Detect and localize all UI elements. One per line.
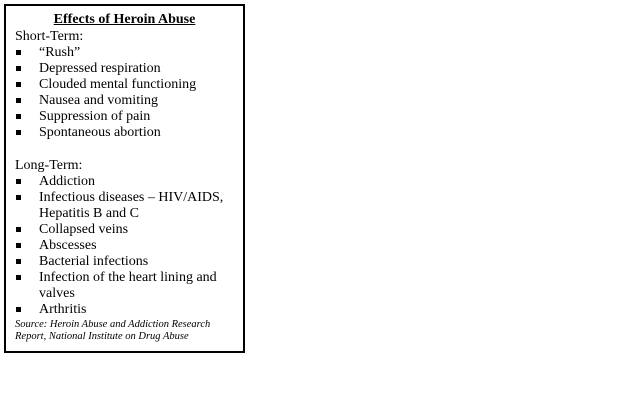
list-item [6,174,229,190]
bullet-icon [16,259,21,264]
list-item [6,45,229,61]
list-item [6,109,229,125]
list-item-text: Clouded mental functioning [39,77,197,92]
list-item [6,238,229,254]
card-title: Effects of Heroin Abuse [53,12,196,27]
list-item [6,61,229,77]
bullet-icon [16,98,21,103]
bullet-icon [16,275,21,280]
long-term-heading: Long-Term: [15,158,83,173]
bullet-icon [16,114,21,119]
list-item-text: Arthritis [39,302,87,317]
list-item [6,302,229,318]
list-item [6,254,229,270]
list-item [6,93,229,109]
bullet-icon [16,66,21,71]
bullet-icon [16,307,21,312]
list-item [6,270,229,302]
short-term-heading: Short-Term: [15,29,84,44]
list-item-text: Spontaneous abortion [39,125,161,140]
list-item-text: Infectious diseases – HIV/AIDS, Hepatitis B and C [39,190,224,221]
list-item-text: Depressed respiration [39,61,161,76]
source-citation: Source: Heroin Abuse and Addiction Research Report, National Institute on Drug Abuse [15,319,211,342]
list-item-text: Abscesses [39,238,97,253]
long-term-list [6,174,243,318]
short-term-list [6,45,243,141]
list-item-text: “Rush” [39,45,81,60]
list-item-text: Suppression of pain [39,109,151,124]
list-item-text: Bacterial infections [39,254,149,269]
list-item [6,125,229,141]
list-item-text: Infection of the heart lining and valves [39,270,217,301]
list-item [6,190,229,222]
bullet-icon [16,227,21,232]
bullet-icon [16,179,21,184]
bullet-icon [16,50,21,55]
list-item-text: Nausea and vomiting [39,93,158,108]
list-item-text: Collapsed veins [39,222,129,237]
bullet-icon [16,82,21,87]
effects-card [4,4,245,353]
list-item [6,77,229,93]
list-item [6,222,229,238]
list-item-text: Addiction [39,174,95,189]
bullet-icon [16,195,21,200]
bullet-icon [16,243,21,248]
bullet-icon [16,130,21,135]
